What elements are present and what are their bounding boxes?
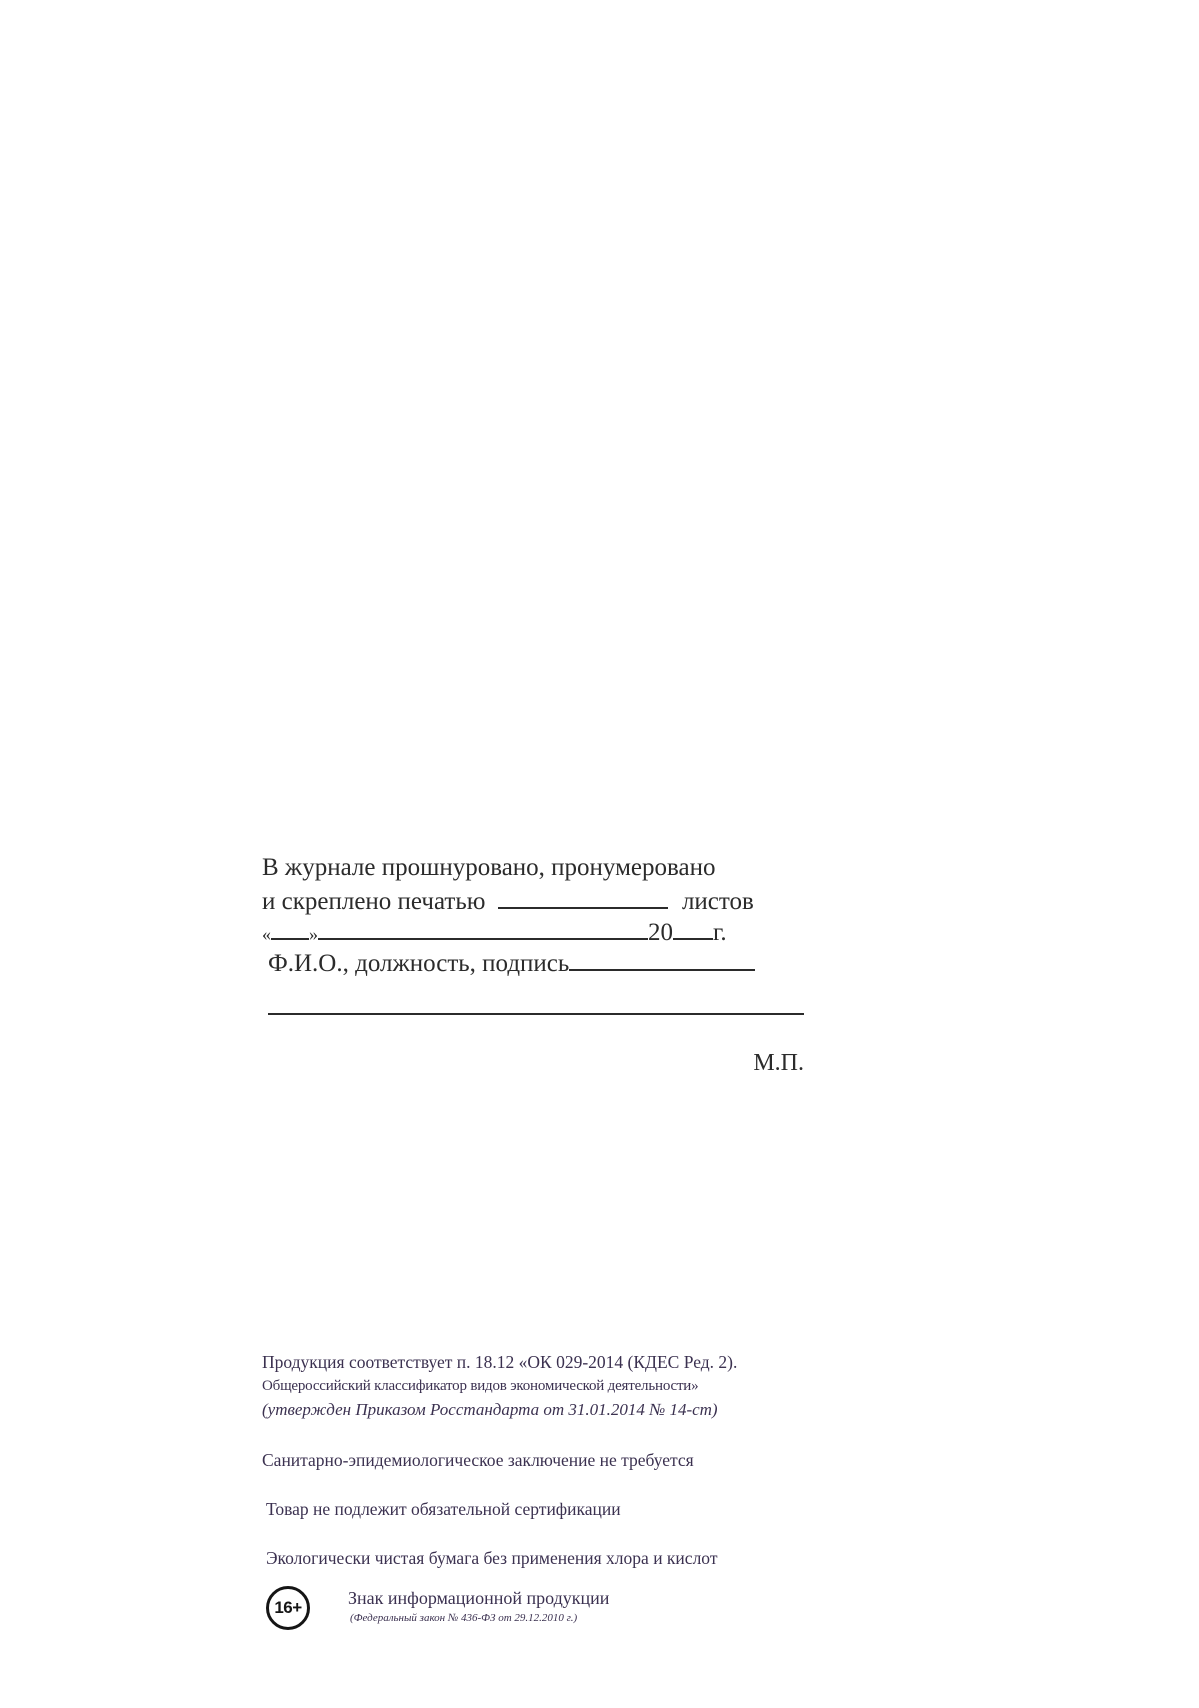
close-quote: » [309,924,318,944]
compliance-line-1: Продукция соответствует п. 18.12 «ОК 029-2014 (КДЕС Ред. 2). [262,1352,738,1372]
sanitary-statement: Санитарно-эпидемиологическое заключение не требуется [262,1450,694,1470]
signature-label: Ф.И.О., должность, подпись [268,950,570,977]
product-info-block [262,1350,822,1624]
day-blank [271,914,309,940]
year-prefix: 20 [648,919,673,946]
sheet-count-blank [498,883,668,909]
open-quote: « [262,924,271,944]
age-rating-title: Знак информационной продукции [348,1588,610,1608]
compliance-line-2: Общероссийский классификатор видов экономической деятельности» [262,1378,699,1394]
cert-text-1: В журнале прошнуровано, пронумеровано [262,854,716,881]
age-rating-row [266,1586,786,1638]
certification-block [262,852,812,1076]
cert-signature-line [262,945,812,976]
compliance-line-3: (утвержден Приказом Росстандарта от 31.01.2014 № 14-ст) [262,1400,718,1419]
sheets-label: листов [681,888,754,915]
signature-blank [569,945,755,971]
stamp-place-label: М.П. [753,1050,804,1076]
year-suffix: г. [713,919,727,946]
cert-line-1 [262,852,812,883]
cert-line-2 [262,883,812,914]
age-rating-icon: 16+ [266,1586,310,1630]
certification-statement: Товар не подлежит обязательной сертификации [266,1499,621,1519]
age-rating-law: (Федеральный закон № 436-ФЗ от 29.12.2010 г.) [350,1612,578,1624]
month-blank [318,914,648,940]
signature-continuation-rule [268,1013,804,1015]
cert-date-line [262,914,812,945]
cert-text-2: и скреплено печатью [262,888,486,915]
year-blank [673,914,713,940]
eco-statement: Экологически чистая бумага без применения хлора и кислот [266,1548,718,1568]
